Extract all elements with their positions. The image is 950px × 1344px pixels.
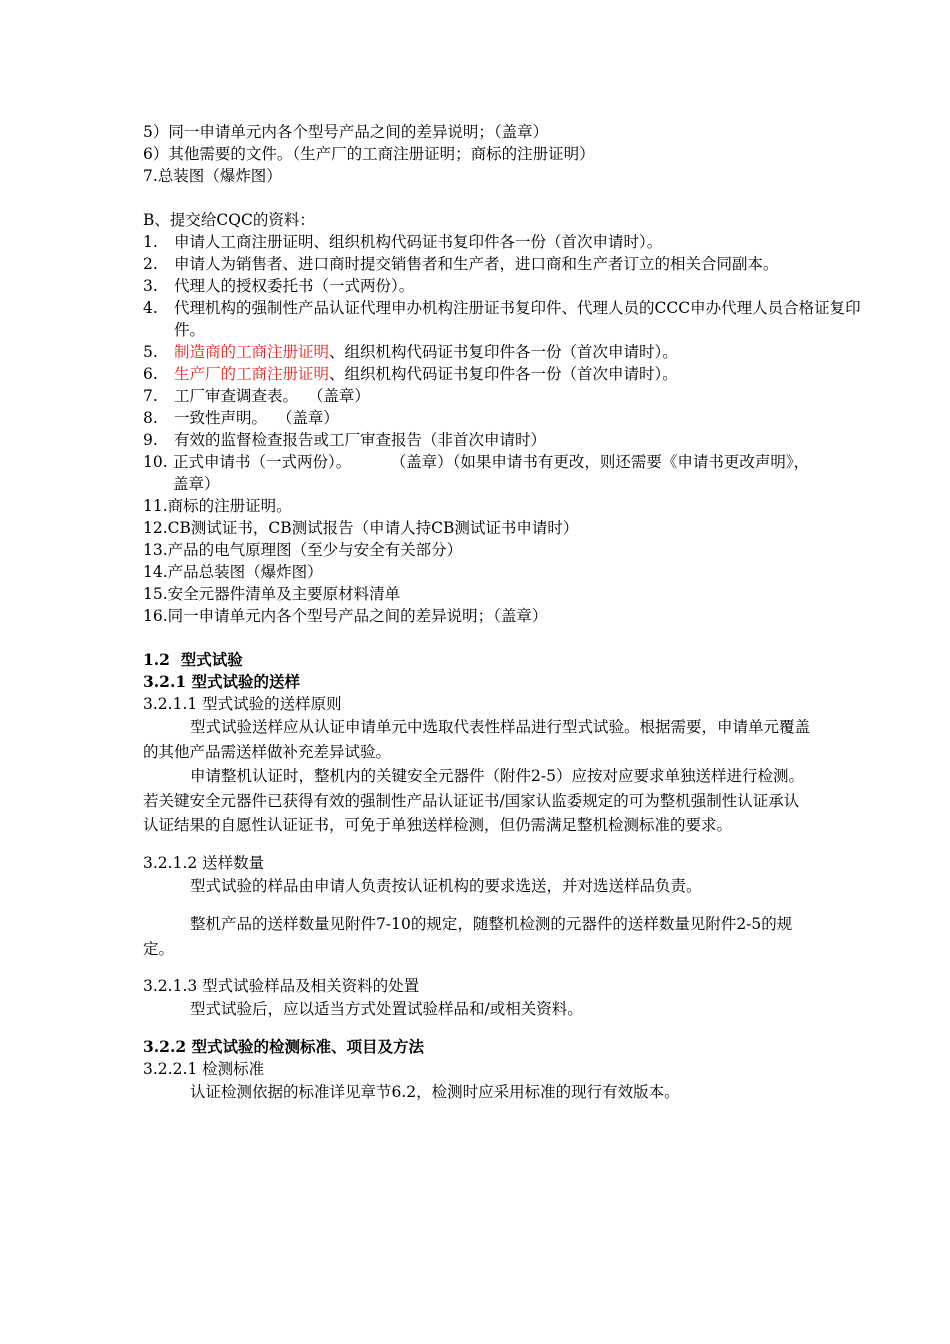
list-item <box>143 561 890 583</box>
item-number: 13. <box>143 541 168 559</box>
item-number: 9. <box>143 431 158 449</box>
item-text: 、组织机构代码证书复印件各一份（首次申请时）。 <box>329 343 678 361</box>
item-text: CB测试证书，CB测试报告（申请人持CB测试证书申请时） <box>167 519 579 537</box>
subsection-title: 3.2.2.1 检测标准 <box>143 1059 265 1078</box>
list-item: 6）其他需要的文件。（生产厂的工商注册证明；商标的注册证明） <box>143 145 595 163</box>
highlighted-text: 生产厂的工商注册证明 <box>174 365 330 383</box>
item-number: 3. <box>143 277 158 295</box>
item-number: 2. <box>143 255 158 273</box>
list-item <box>143 275 890 297</box>
item-text: 产品的电气原理图（至少与安全有关部分） <box>167 541 463 559</box>
list-item <box>143 407 890 429</box>
paragraph: 型式试验送样应从认证申请单元中选取代表性样品进行型式试验。根据需要，申请单元覆盖的其他产品需送样做补充差异试验。 <box>143 718 811 761</box>
item-text: 正式申请书（一式两份）。 （盖章）（如果申请书有更改，则还需要《申请书更改声明》，盖章） <box>173 453 810 493</box>
list-item <box>143 341 890 363</box>
subsection-title: 3.2.1.1 型式试验的送样原则 <box>143 695 342 713</box>
item-number: 6. <box>143 365 158 383</box>
paragraph: 型式试验后，应以适当方式处置试验样品和/或相关资料。 <box>190 1000 583 1018</box>
list-item <box>143 363 890 385</box>
section-heading: 3.2.2 型式试验的检测标准、项目及方法 <box>143 1036 425 1056</box>
list-item <box>143 253 890 275</box>
paragraph: 申请整机认证时，整机内的关键安全元器件（附件2-5）应按对应要求单独送样进行检测。若关键安全元器件已获得有效的强制性产品认证证书/国家认监委规定的可为整机强制性认证承认认证结果的自愿性认证证书，可免于单独送样检测，但仍需满足整机检测标准的要求。 <box>143 767 804 834</box>
item-number: 5. <box>143 343 158 361</box>
item-text: 申请人为销售者、进口商时提交销售者和生产者，进口商和生产者订立的相关合同副本。 <box>174 255 779 273</box>
item-text: 申请人工商注册证明、组织机构代码证书复印件各一份（首次申请时）。 <box>174 233 663 251</box>
list-item <box>143 539 890 561</box>
item-number: 1. <box>143 233 158 251</box>
list-item: 5）同一申请单元内各个型号产品之间的差异说明；（盖章） <box>143 123 549 141</box>
list-item <box>143 495 890 517</box>
item-number: 16. <box>143 607 168 625</box>
section-heading: 1.2 型式试验 <box>143 650 243 669</box>
item-text: 代理机构的强制性产品认证代理申办机构注册证书复印件、代理人员的CCC申办代理人员合格证复印件。 <box>174 299 861 339</box>
item-number: 11. <box>143 497 168 515</box>
item-text: 工厂审查调查表。 （盖章） <box>174 387 370 405</box>
item-text: 、组织机构代码证书复印件各一份（首次申请时）。 <box>329 365 678 383</box>
item-text: 代理人的授权委托书（一式两份）。 <box>174 277 415 295</box>
subsection-title: 3.2.1.3 型式试验样品及相关资料的处置 <box>143 977 420 995</box>
list-item: 7.总装图（爆炸图） <box>143 167 282 185</box>
item-text: 同一申请单元内各个型号产品之间的差异说明；（盖章） <box>167 607 548 625</box>
item-number: 10. <box>143 453 168 471</box>
item-number: 14. <box>143 563 168 581</box>
highlighted-text: 制造商的工商注册证明 <box>174 343 330 361</box>
item-text: 安全元器件清单及主要原材料清单 <box>167 585 401 603</box>
item-text: 有效的监督检查报告或工厂审查报告（非首次申请时） <box>174 431 547 449</box>
paragraph: 型式试验的样品由申请人负责按认证机构的要求选送，并对选送样品负责。 <box>190 876 702 895</box>
section-b-heading: B、提交给CQC的资料： <box>143 211 315 229</box>
subsection-title: 3.2.1.2 送样数量 <box>143 853 265 872</box>
item-number: 4. <box>143 299 158 317</box>
list-item <box>143 297 890 341</box>
list-item <box>143 231 890 253</box>
paragraph: 认证检测依据的标准详见章节6.2，检测时应采用标准的现行有效版本。 <box>190 1082 680 1101</box>
list-item <box>143 385 890 407</box>
item-text: 商标的注册证明。 <box>167 497 292 515</box>
list-item <box>143 451 890 495</box>
list-item <box>143 429 890 451</box>
item-text: 产品总装图（爆炸图） <box>167 563 323 581</box>
list-item <box>143 517 890 539</box>
list-item <box>143 583 890 605</box>
section-heading: 3.2.1 型式试验的送样 <box>143 672 301 691</box>
item-number: 15. <box>143 585 168 603</box>
item-number: 8. <box>143 409 158 427</box>
item-number: 12. <box>143 519 168 537</box>
paragraph: 整机产品的送样数量见附件7-10的规定，随整机检测的元器件的送样数量见附件2-5的规定。 <box>143 915 793 958</box>
list-item <box>143 605 890 627</box>
item-text: 一致性声明。 （盖章） <box>174 409 339 427</box>
item-number: 7. <box>143 387 158 405</box>
